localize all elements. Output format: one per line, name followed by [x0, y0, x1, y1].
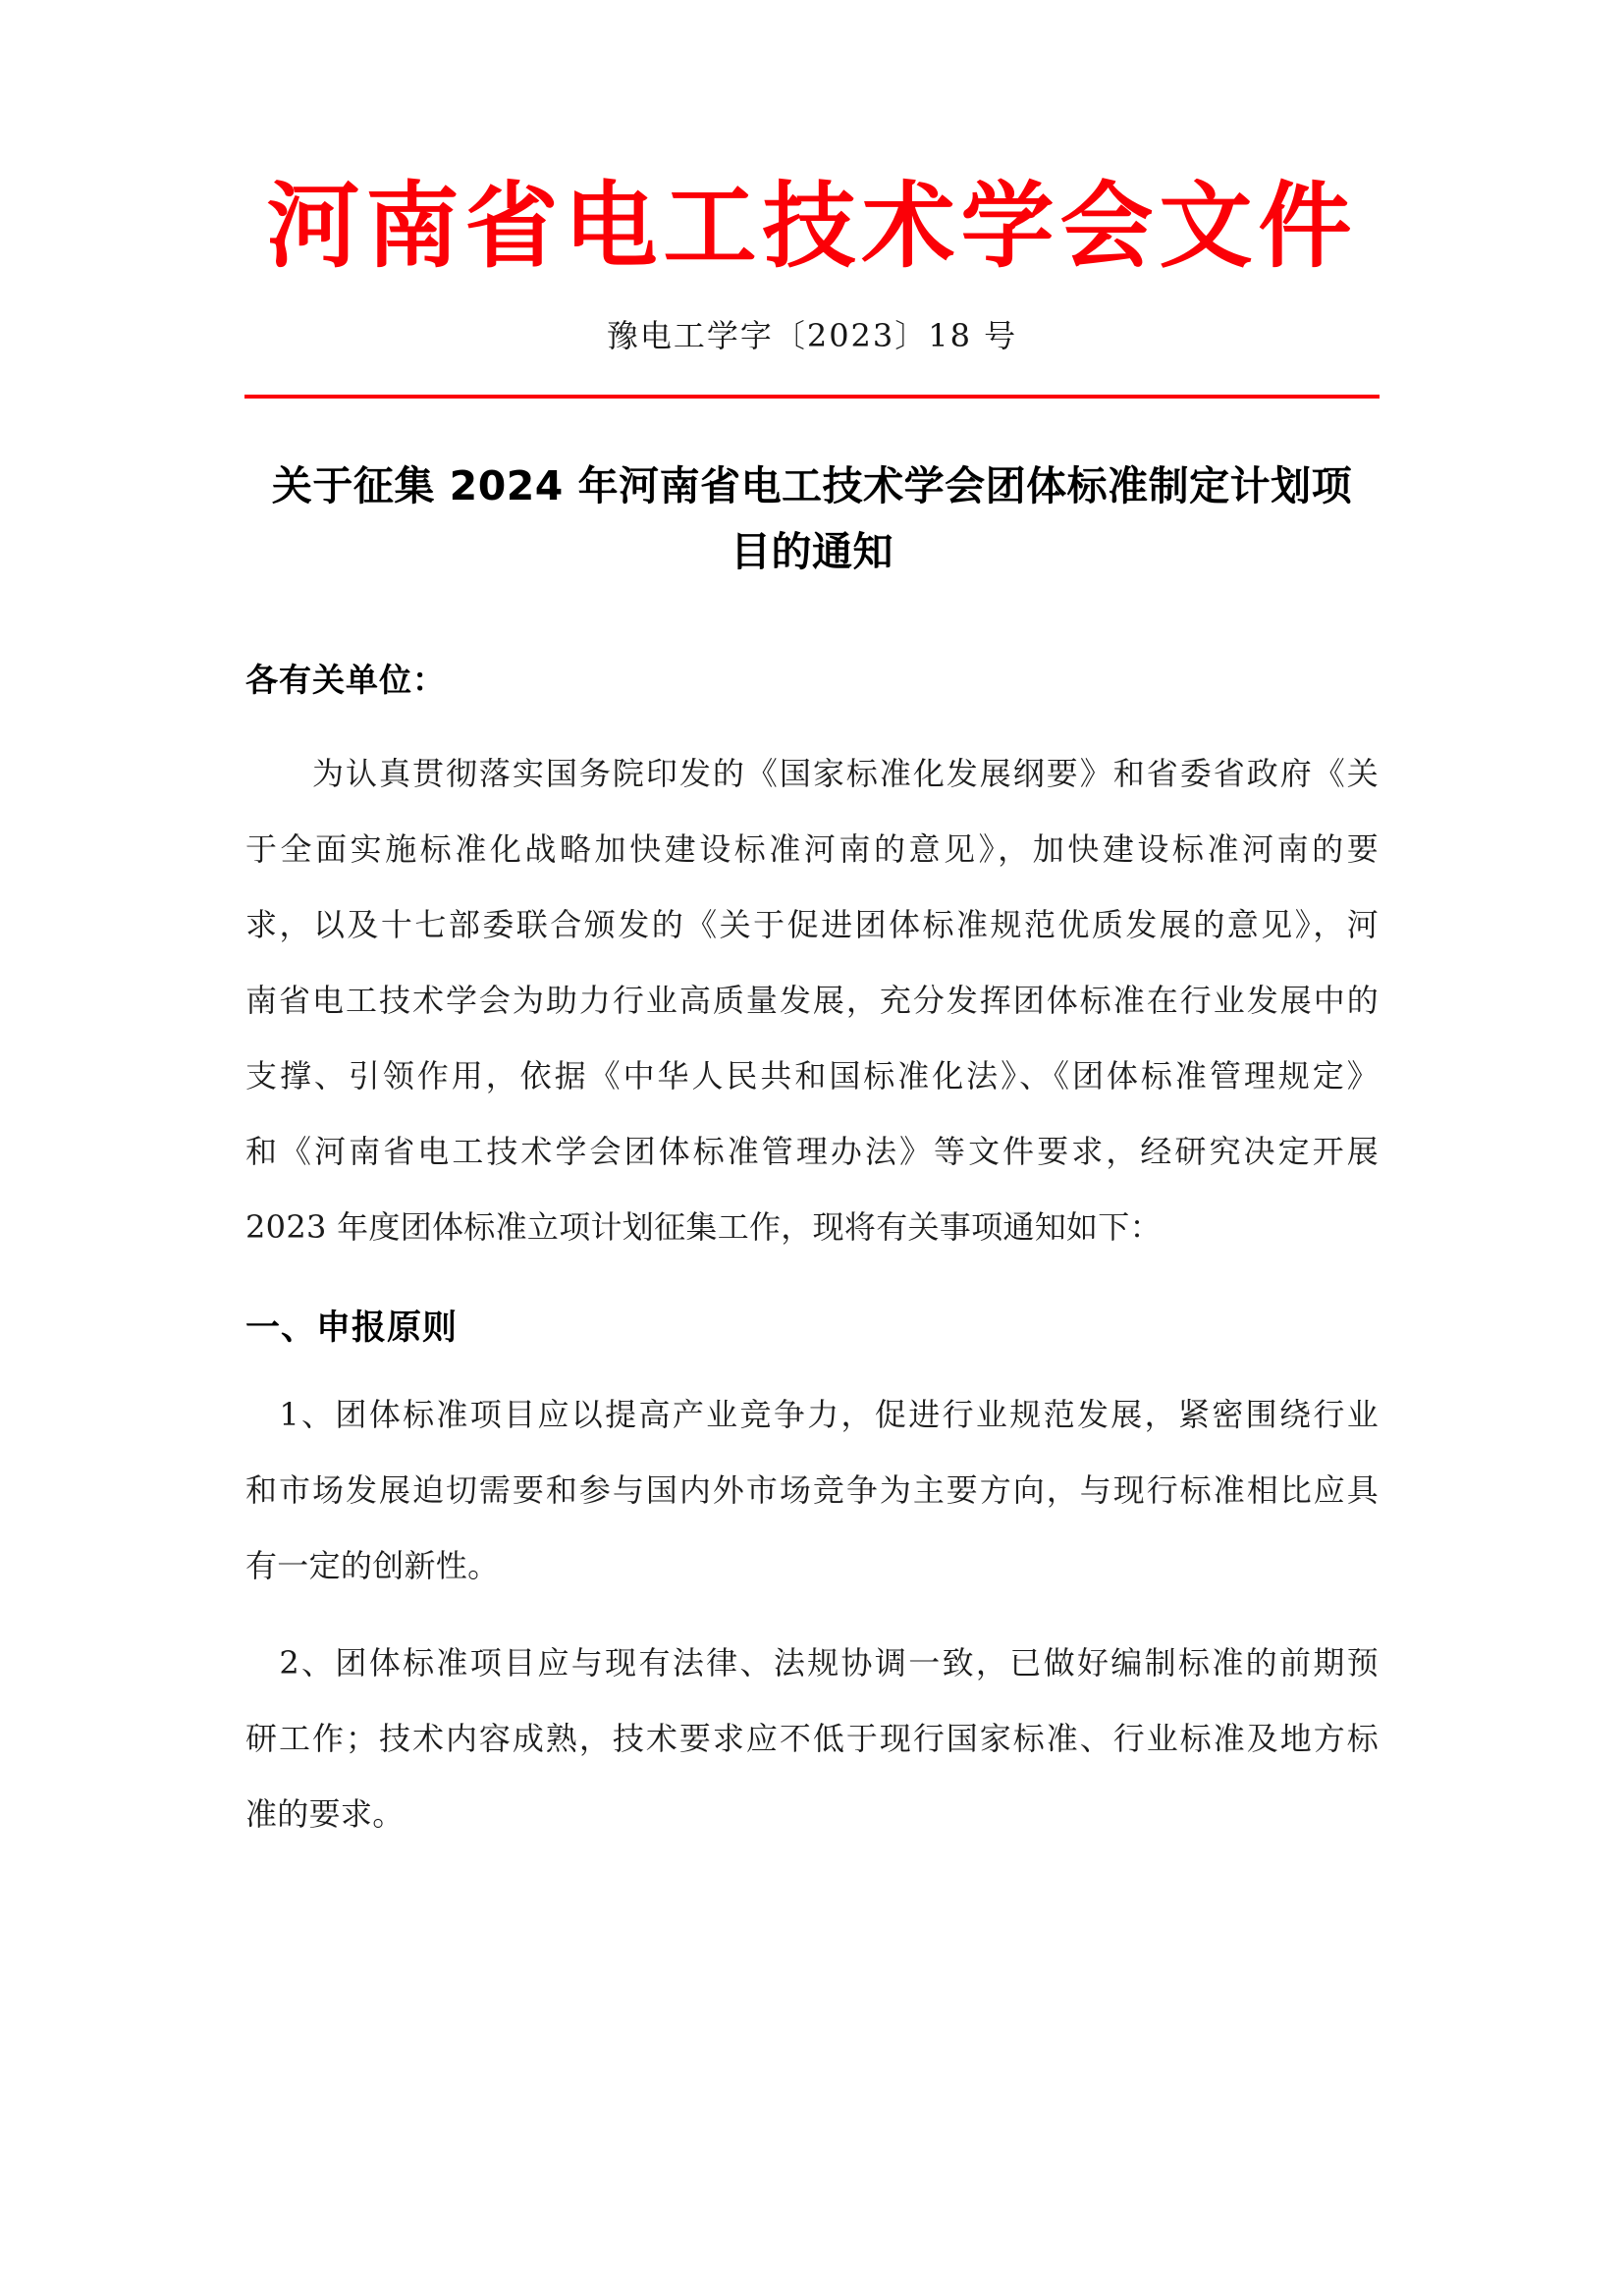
red-divider-rule — [244, 395, 1380, 399]
intro-line: 于全面实施标准化战略加快建设标准河南的意见》，加快建设标准河南的要 — [245, 830, 1379, 868]
page-title-line-2: 目的通知 — [731, 527, 893, 575]
section-item-line: 有一定的创新性。 — [245, 1547, 500, 1584]
section-item-line: 2、团体标准项目应与现有法律、法规协调一致，已做好编制标准的前期预 — [245, 1644, 1379, 1682]
section-item-line: 准的要求。 — [245, 1795, 405, 1833]
intro-paragraph — [245, 736, 1379, 1265]
intro-line: 南省电工技术学会为助力行业高质量发展，充分发挥团体标准在行业发展中的 — [245, 982, 1379, 1019]
section-item-1 — [245, 1377, 1379, 1604]
section-item-2 — [245, 1626, 1379, 1852]
intro-line: 支撑、引领作用，依据《中华人民共和国标准化法》、《团体标准管理规定》 — [245, 1057, 1379, 1095]
letterhead — [245, 0, 1379, 355]
organization-letterhead-title: 河南省电工技术学会文件 — [266, 172, 1358, 281]
intro-line: 为认真贯彻落实国务院印发的《国家标准化发展纲要》和省委省政府《关 — [245, 755, 1379, 792]
intro-line: 和《河南省电工技术学会团体标准管理办法》等文件要求，经研究决定开展 — [245, 1133, 1379, 1170]
intro-line: 求，以及十七部委联合颁发的《关于促进团体标准规范优质发展的意见》，河 — [245, 906, 1379, 943]
intro-line: 2023 年度团体标准立项计划征集工作，现将有关事项通知如下： — [245, 1208, 1162, 1246]
section-item-line: 1、团体标准项目应以提高产业竞争力，促进行业规范发展，紧密围绕行业 — [245, 1396, 1379, 1433]
section-item-line: 和市场发展迫切需要和参与国内外市场竞争为主要方向，与现行标准相比应具 — [245, 1471, 1379, 1509]
section-heading-application-principles: 一、申报原则 — [245, 1308, 459, 1348]
section-item-line: 研工作；技术内容成熟，技术要求应不低于现行国家标准、行业标准及地方标 — [245, 1720, 1379, 1757]
page-title-line-1: 关于征集 2024 年河南省电工技术学会团体标准制定计划项 — [271, 462, 1353, 510]
salutation: 各有关单位： — [245, 661, 446, 700]
page-title — [245, 454, 1379, 584]
document-number: 豫电工学字〔2023〕18 号 — [606, 317, 1018, 355]
